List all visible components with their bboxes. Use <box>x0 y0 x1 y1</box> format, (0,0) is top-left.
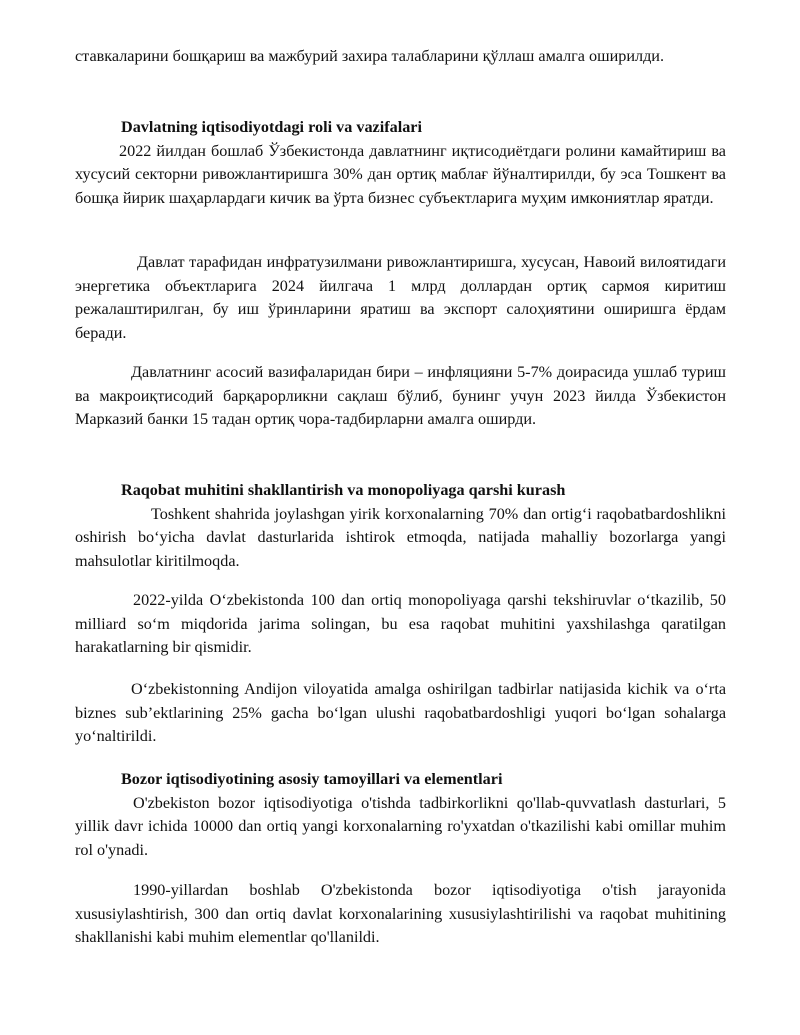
paragraph: 1990-yillardan boshlab O'zbekistonda bozor iqtisodiyotiga o'tish jarayonida xususiylashtirish, 300 dan ortiq davlat korxonalarining xususiylashtirilishi va raqobat muhitining shakllanishi kabi muhim elementlar qo'llanildi. <box>75 881 726 947</box>
paragraph: Давлатнинг асосий вазифаларидан бири – инфляцияни 5-7% доирасида ушлаб туриш ва макроиқтисодий барқарорликни сақлаш бўлиб, бунинг учун 2023 йилда Ўзбекистон Марказий банки 15 тадан ортиқ чора-тадбирларни амалга оширди. <box>75 363 726 429</box>
paragraph-block <box>75 678 726 749</box>
section-state-role <box>75 116 726 210</box>
paragraph-block <box>75 589 726 660</box>
paragraph-block <box>75 879 726 950</box>
paragraph: Toshkent shahrida joylashgan yirik korxonalarning 70% dan ortig‘i raqobatbardoshlikni oshirish bo‘yicha davlat dasturlarida ishtirok etmoqda, natijada mahalliy bozorlarga yangi mahsulotlar kiritilmoqda. <box>75 504 726 570</box>
section-market-economy <box>75 768 726 862</box>
section-heading: Raqobat muhitini shakllantirish va monopoliyaga qarshi kurash <box>121 481 566 499</box>
paragraph: ставкаларини бошқариш ва мажбурий захира талабларини қўллаш амалга оширилди. <box>75 47 665 65</box>
paragraph-continuation <box>75 45 726 69</box>
section-heading: Bozor iqtisodiyotining asosiy tamoyillari va elementlari <box>121 770 503 788</box>
section-competition <box>75 479 726 573</box>
paragraph: Давлат тарафидан инфратузилмани ривожлантиришга, хусусан, Навоий вилоятидаги энергетика объектларига 2024 йилгача 1 млрд доллардан ортиқ сармоя киритиш режалаштирилган, бу иш ўринларини яратиш ва экспорт салоҳиятини оширишга ёрдам беради. <box>75 253 726 342</box>
paragraph: O‘zbekistonning Andijon viloyatida amalga oshirilgan tadbirlar natijasida kichik va o‘rta biznes sub’ektlarining 25% gacha bo‘lgan ulushi raqobatbardoshligi yuqori bo‘lgan sohalarga yo‘naltirildi. <box>75 680 726 746</box>
paragraph: 2022-yilda O‘zbekistonda 100 dan ortiq monopoliyaga qarshi tekshiruvlar o‘tkazilib, 50 milliard so‘m miqdorida jarima solingan, bu esa raqobat muhitini yaxshilashga qaratilgan harakatlarning bir qismidir. <box>75 591 726 657</box>
paragraph: 2022 йилдан бошлаб Ўзбекистонда давлатнинг иқтисодиётдаги ролини камайтириш ва хусусий секторни ривожлантиришга 30% дан ортиқ маблағ йўналтирилди, бу эса Тошкент ва бошқа йирик шаҳарлардаги кичик ва ўрта бизнес субъектларига муҳим имкониятлар яратди. <box>75 141 726 207</box>
paragraph-block <box>75 251 726 345</box>
section-heading: Davlatning iqtisodiyotdagi roli va vazifalari <box>121 118 422 136</box>
paragraph-block <box>75 361 726 432</box>
paragraph: O'zbekiston bozor iqtisodiyotiga o'tishda tadbirkorlikni qo'llab-quvvatlash dasturlari, 5 yillik davr ichida 10000 dan ortiq yangi korxonalarning ro'yxatdan o'tkazilishi kabi omillar muhim rol o'ynadi. <box>75 793 726 859</box>
